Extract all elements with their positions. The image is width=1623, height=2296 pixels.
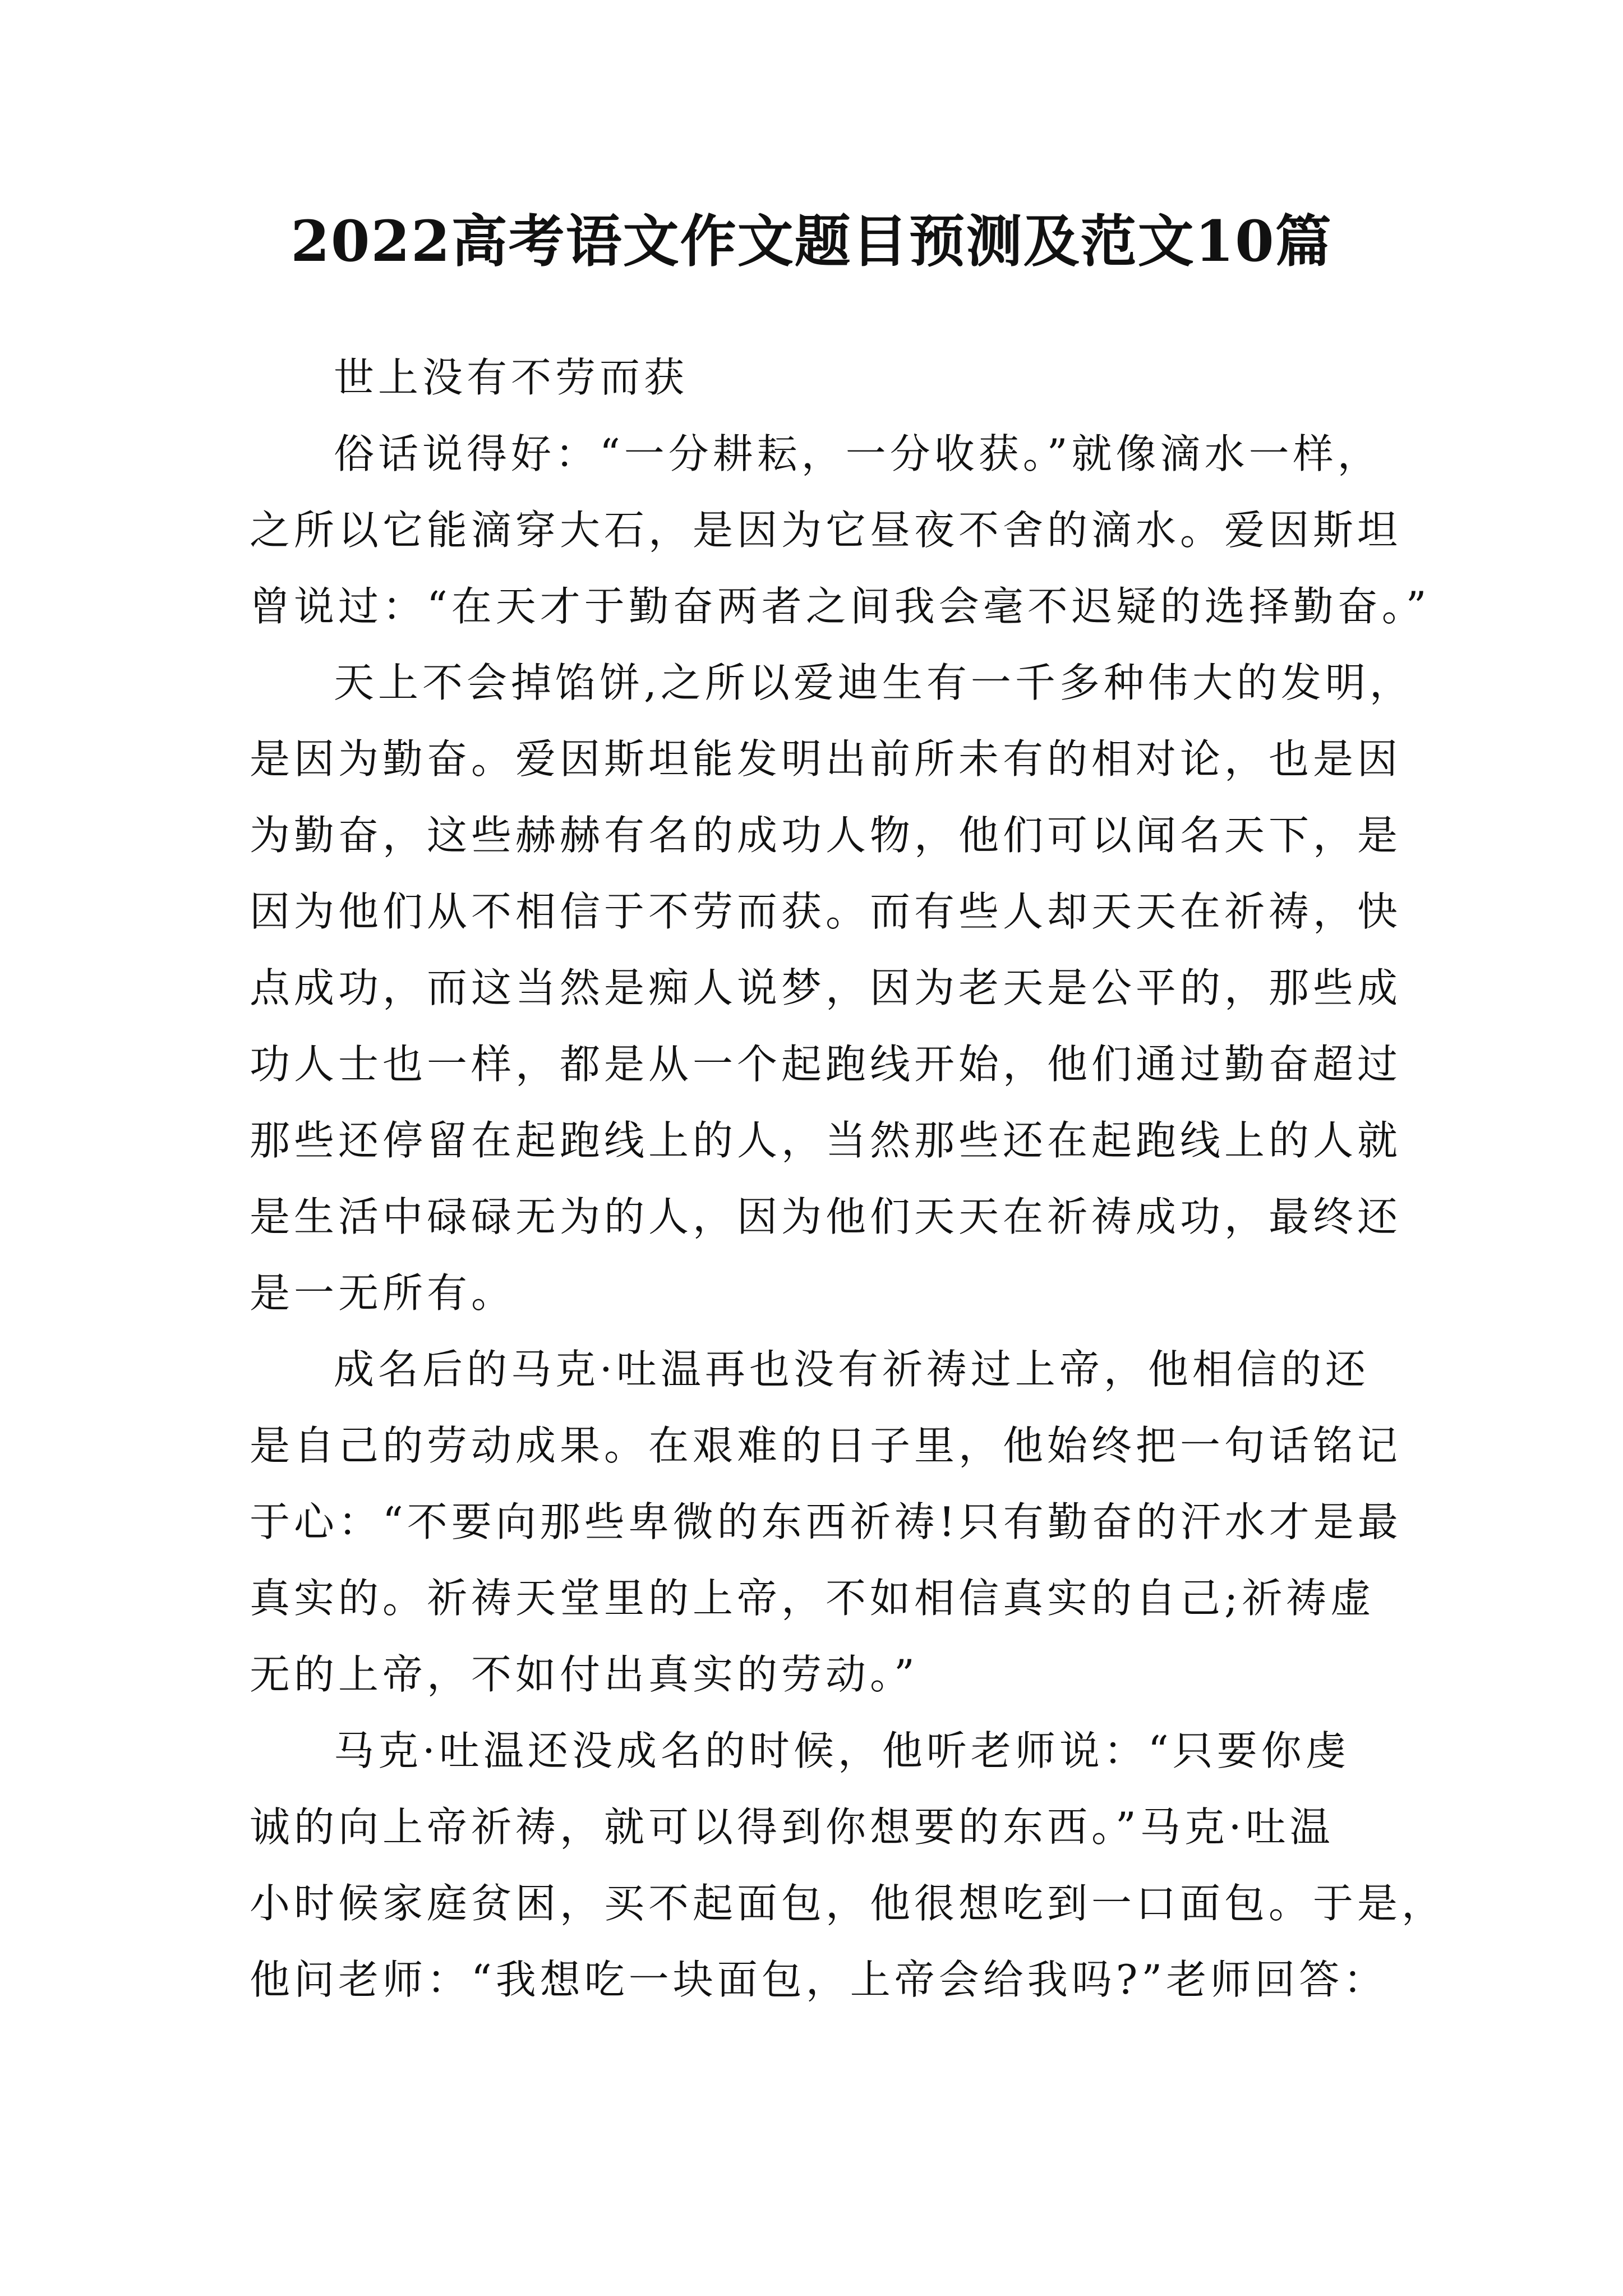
paragraph-line: 真实的。祈祷天堂里的上帝，不如相信真实的自己;祈祷虚 xyxy=(250,1575,1375,1622)
paragraph-line: 俗话说得好：“一分耕耘，一分收获。”就像滴水一样， xyxy=(334,430,1382,477)
document-title: 2022高考语文作文题目预测及范文10篇 xyxy=(291,208,1332,274)
paragraph-line: 之所以它能滴穿大石，是因为它昼夜不舍的滴水。爱因斯坦 xyxy=(250,507,1402,554)
paragraph-line: 成名后的马克·吐温再也没有祈祷过上帝，他相信的还 xyxy=(334,1346,1370,1393)
paragraph-line: 为勤奋，这些赫赫有名的成功人物，他们可以闻名天下，是 xyxy=(250,812,1402,859)
paragraph-line: 是因为勤奋。爱因斯坦能发明出前所未有的相对论，也是因 xyxy=(250,735,1402,783)
paragraph-line: 马克·吐温还没成名的时候，他听老师说：“只要你虔 xyxy=(334,1727,1350,1774)
paragraph-line: 是一无所有。 xyxy=(250,1269,516,1317)
paragraph-line: 曾说过：“在天才于勤奋两者之间我会毫不迟疑的选择勤奋。” xyxy=(250,583,1431,630)
paragraph-line: 诚的向上帝祈祷，就可以得到你想要的东西。”马克·吐温 xyxy=(250,1803,1334,1851)
paragraph-line: 是生活中碌碌无为的人，因为他们天天在祈祷成功，最终还 xyxy=(250,1193,1402,1240)
paragraph-line: 小时候家庭贫困，买不起面包，他很想吃到一口面包。于是， xyxy=(250,1880,1446,1927)
paragraph-line: 他问老师：“我想吃一块面包，上帝会给我吗?”老师回答： xyxy=(250,1956,1388,2003)
paragraph-line: 那些还停留在起跑线上的人，当然那些还在起跑线上的人就 xyxy=(250,1117,1402,1164)
paragraph-line: 天上不会掉馅饼,之所以爱迪生有一千多种伟大的发明， xyxy=(334,659,1414,706)
paragraph-line: 无的上帝，不如付出真实的劳动。” xyxy=(250,1651,919,1698)
paragraph-line: 是自己的劳动成果。在艰难的日子里，他始终把一句话铭记 xyxy=(250,1422,1402,1469)
paragraph-line: 于心：“不要向那些卑微的东西祈祷!只有勤奋的汗水才是最 xyxy=(250,1498,1402,1545)
paragraph-line: 因为他们从不相信于不劳而获。而有些人却天天在祈祷，快 xyxy=(250,888,1402,935)
paragraph-line: 功人士也一样，都是从一个起跑线开始，他们通过勤奋超过 xyxy=(250,1041,1402,1088)
paragraph-line: 点成功，而这当然是痴人说梦，因为老天是公平的，那些成 xyxy=(250,964,1402,1011)
document-body xyxy=(250,339,1446,2018)
essay-heading: 世上没有不劳而获 xyxy=(334,354,689,401)
